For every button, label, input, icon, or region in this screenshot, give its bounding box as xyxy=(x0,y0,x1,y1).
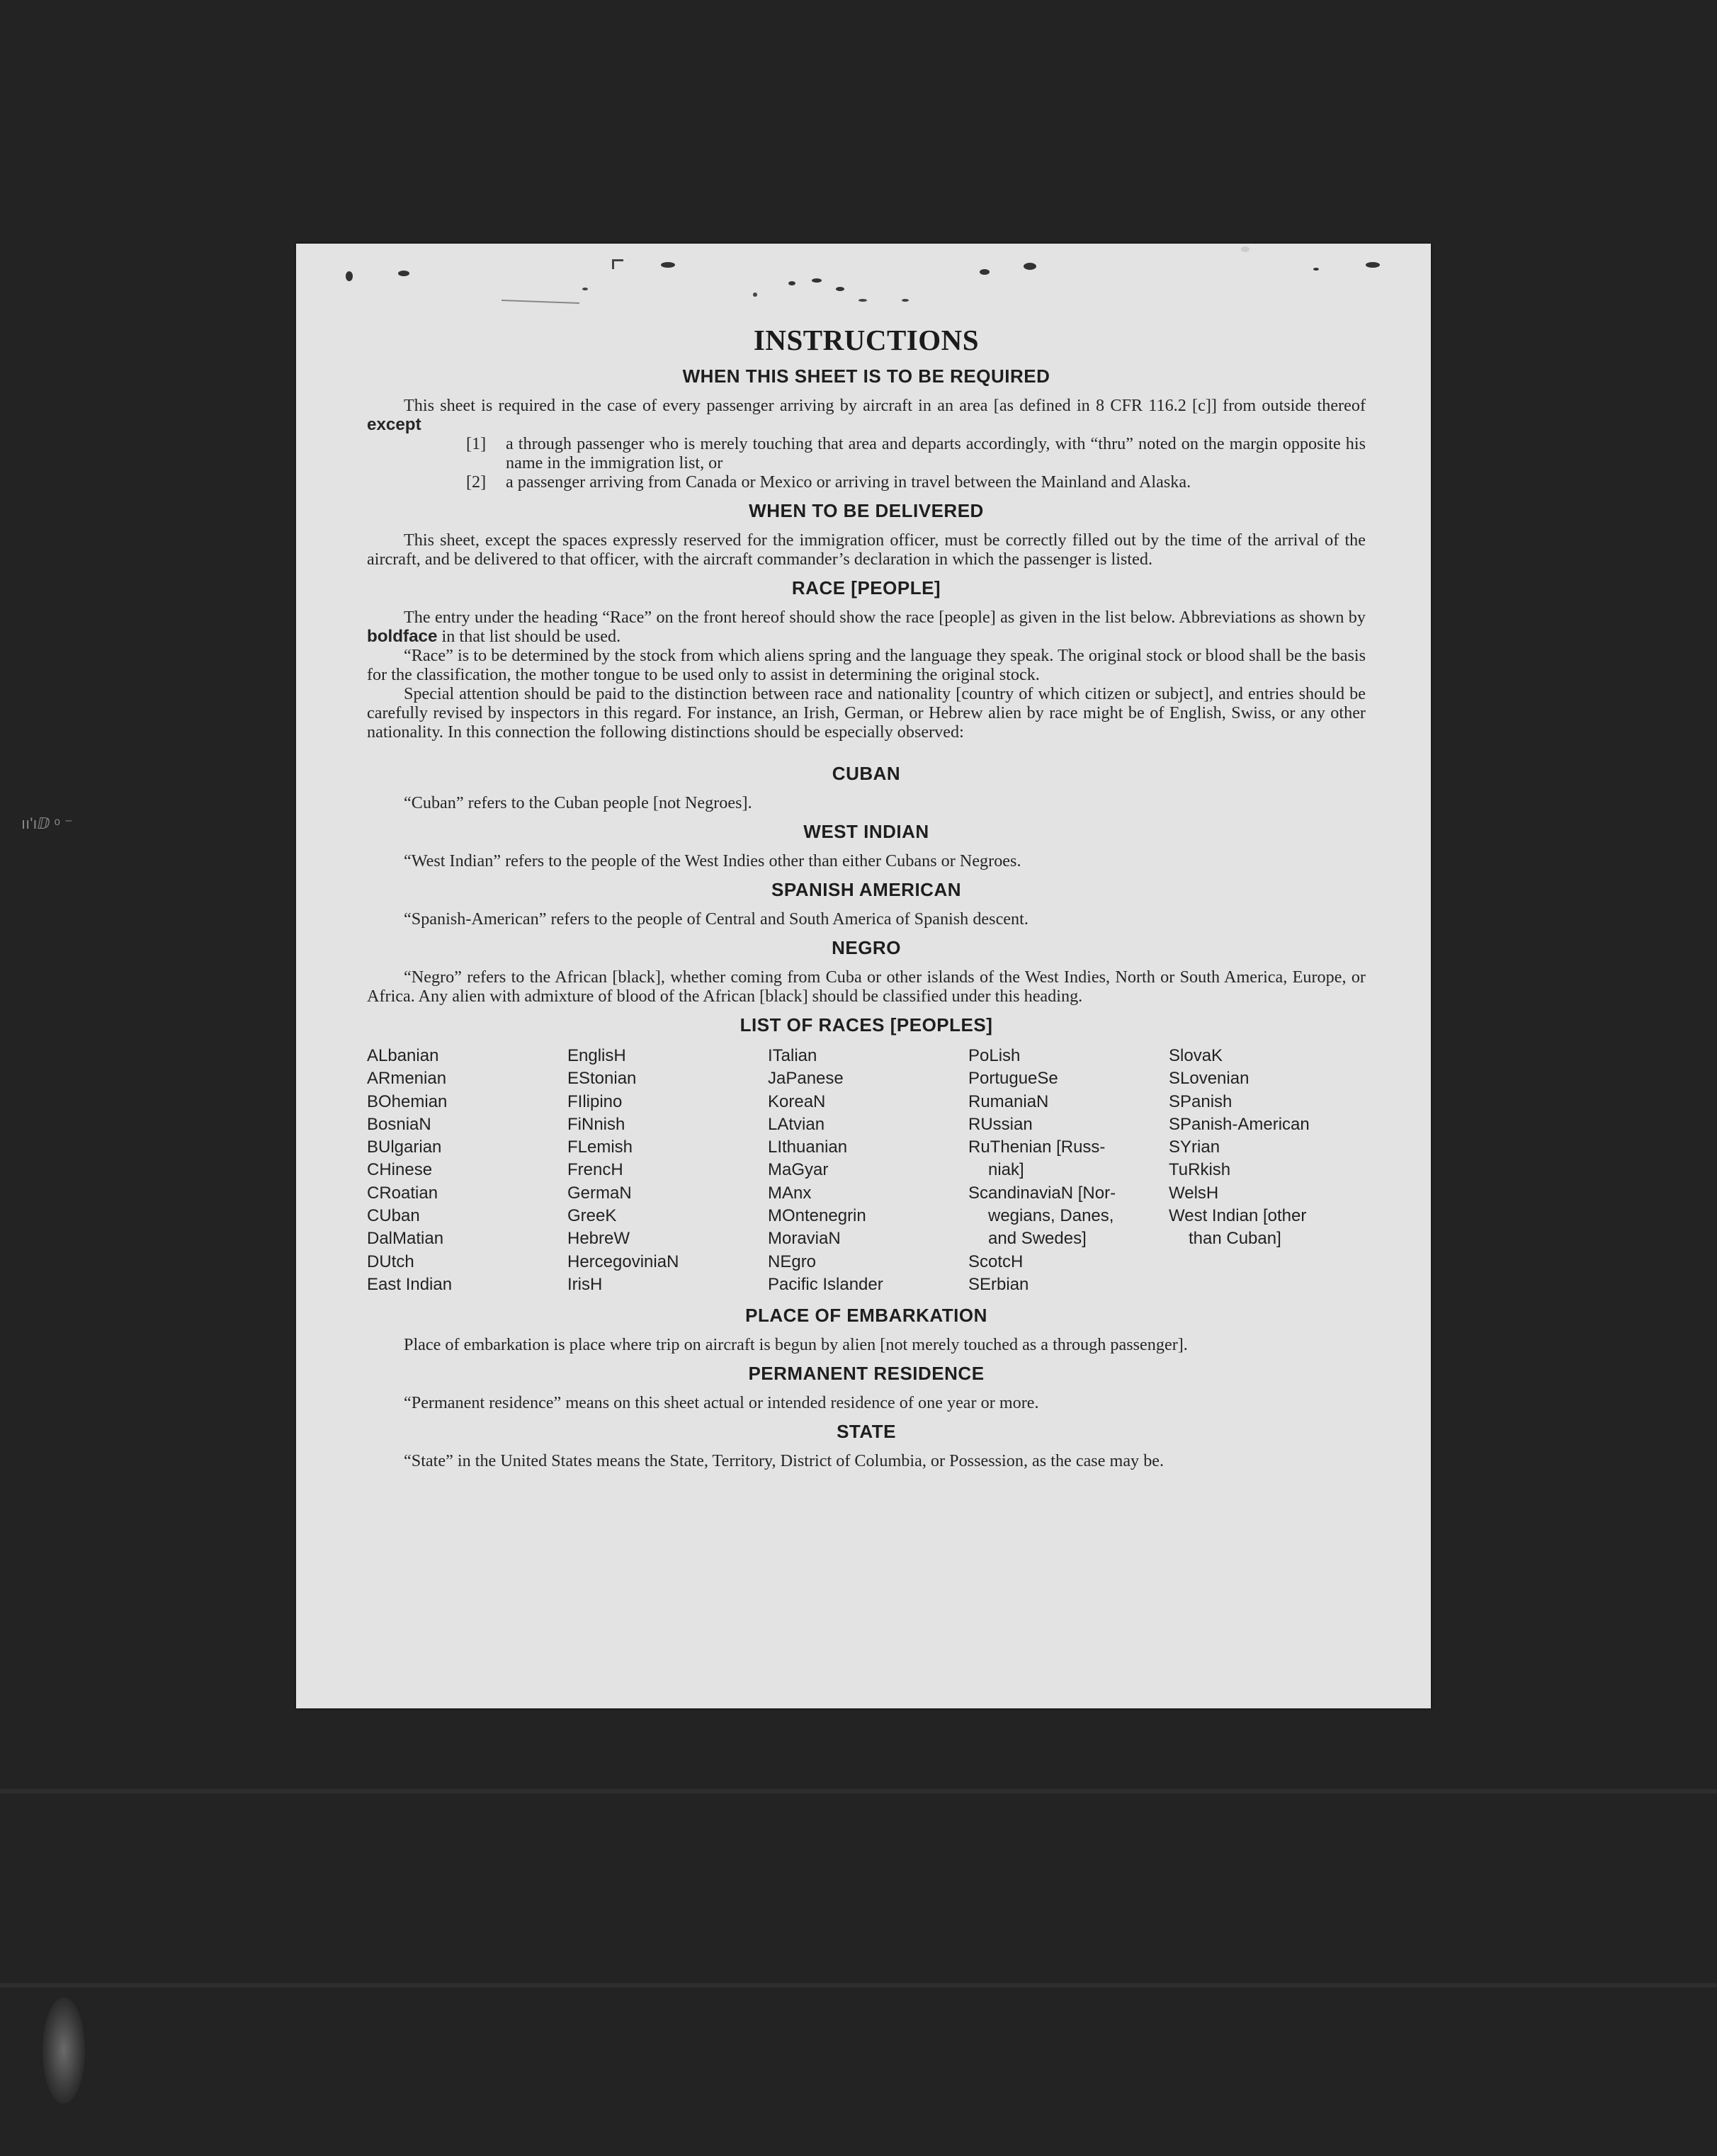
heading-when-delivered: WHEN TO BE DELIVERED xyxy=(749,500,984,521)
paragraph-race-2: “Race” is to be determined by the stock from which aliens spring and the language they speak. The original stock or blood shall be the basis for the classification, the mother tongue to be used only to assist in determining the original stock. xyxy=(367,646,1366,684)
race-entry: BUlgarian xyxy=(367,1137,442,1157)
heading-spanish-american: SPANISH AMERICAN xyxy=(771,879,961,900)
race-entry: DUtch xyxy=(367,1252,414,1271)
race-entry: WelsH xyxy=(1169,1183,1219,1203)
race-entry: ITalian xyxy=(768,1046,817,1065)
race-entry: SErbian xyxy=(968,1274,1029,1294)
text-except: except xyxy=(367,415,421,434)
races-column xyxy=(567,1045,768,1296)
race-entry: wegians, Danes, xyxy=(988,1206,1114,1226)
paragraph-spanish-american: “Spanish-American” refers to the people of Central and South America of Spanish descent. xyxy=(404,909,1028,929)
paragraph-cuban: “Cuban” refers to the Cuban people [not Negroes]. xyxy=(404,793,752,812)
edge-mark: ıı'ıⅅ ᵒ ⁻ xyxy=(21,815,73,832)
paragraph-when-required xyxy=(367,396,1366,434)
paragraph-when-delivered: This sheet, except the spaces expressly reserved for the immigration officer, must be correctly filled out by the time of the arrival of the aircraft, and be delivered to that officer, with the aircraft commander’s declaration in which the passenger is listed. xyxy=(367,531,1366,569)
races-column xyxy=(1169,1045,1369,1296)
heading-negro: NEGRO xyxy=(832,937,901,958)
race-entry: HebreW xyxy=(567,1229,630,1249)
text-race-1b: in that list should be used. xyxy=(441,627,621,646)
heading-west-indian: WEST INDIAN xyxy=(803,821,929,842)
race-entry: SLovenian xyxy=(1169,1069,1250,1089)
race-entry: BOhemian xyxy=(367,1091,448,1111)
heading-list-of-races: LIST OF RACES [PEOPLES] xyxy=(740,1014,993,1036)
race-entry: SPanish xyxy=(1169,1091,1232,1111)
races-list xyxy=(367,1045,1366,1296)
race-entry: RuThenian [Russ- xyxy=(968,1137,1106,1157)
race-entry: CRoatian xyxy=(367,1183,438,1203)
race-entry: IrisH xyxy=(567,1274,603,1294)
race-entry: West Indian [other xyxy=(1169,1206,1307,1226)
item-number: [1] xyxy=(466,434,487,453)
heading-embarkation: PLACE OF EMBARKATION xyxy=(745,1305,987,1327)
race-entry: NEgro xyxy=(768,1252,817,1271)
race-entry: GermaN xyxy=(567,1183,632,1203)
race-entry: East Indian xyxy=(367,1274,453,1294)
race-entry: ALbanian xyxy=(367,1046,439,1065)
text-race-1a: The entry under the heading “Race” on the front hereof should show the race [people] as given in the list below. Abbreviations as shown by xyxy=(404,608,1366,627)
races-column xyxy=(768,1045,968,1296)
item-text: a through passenger who is merely touching that area and departs accordingly, with “thru” noted on the margin opposite his name in the immigration list, or xyxy=(506,434,1366,472)
race-entry: ScotcH xyxy=(968,1252,1024,1271)
race-entry: JaPanese xyxy=(768,1069,844,1089)
paragraph-embarkation: Place of embarkation is place where trip on aircraft is begun by alien [not merely touched as a through passenger]. xyxy=(404,1335,1188,1355)
film-band xyxy=(0,1983,1717,1987)
race-entry: MAnx xyxy=(768,1183,812,1203)
race-entry: FLemish xyxy=(567,1137,633,1157)
heading-state: STATE xyxy=(837,1421,896,1443)
race-entry: EnglisH xyxy=(567,1046,626,1065)
race-entry: FIlipino xyxy=(567,1091,623,1111)
race-entry: GreeK xyxy=(567,1206,617,1226)
film-glare xyxy=(42,1997,85,2104)
race-entry: niak] xyxy=(988,1160,1024,1180)
race-entry: KoreaN xyxy=(768,1091,826,1111)
race-entry: MaGyar xyxy=(768,1160,829,1180)
text-when-required-intro: This sheet is required in the case of every passenger arriving by aircraft in an area [as defined in 8 CFR 116.2 [c]] from outside thereof xyxy=(404,396,1366,415)
race-entry: MOntenegrin xyxy=(768,1206,866,1226)
race-entry: RumaniaN xyxy=(968,1091,1049,1111)
race-entry: Pacific Islander xyxy=(768,1274,883,1294)
list-item xyxy=(367,472,1366,492)
race-entry: FrencH xyxy=(567,1160,623,1180)
race-entry: PoLish xyxy=(968,1046,1021,1065)
race-entry: LAtvian xyxy=(768,1114,825,1134)
race-entry: TuRkish xyxy=(1169,1160,1231,1180)
race-entry: PortugueSe xyxy=(968,1069,1058,1089)
race-entry: DalMatian xyxy=(367,1229,444,1249)
race-entry: LIthuanian xyxy=(768,1137,848,1157)
list-item xyxy=(367,434,1366,472)
item-text: a passenger arriving from Canada or Mexico or arriving in travel between the Mainland and Alaska. xyxy=(506,472,1191,492)
race-entry: ARmenian xyxy=(367,1069,447,1089)
heading-race: RACE [PEOPLE] xyxy=(791,577,941,598)
race-entry: BosniaN xyxy=(367,1114,431,1134)
paragraph-negro: “Negro” refers to the African [black], whether coming from Cuba or other islands of the West Indies, North or South America, Europe, or Africa. Any alien with admixture of blood of the African [black] should be classified under this heading. xyxy=(367,968,1366,1006)
heading-cuban: CUBAN xyxy=(832,763,901,784)
race-entry: ScandinaviaN [Nor- xyxy=(968,1183,1116,1203)
paper-specks xyxy=(296,244,1431,322)
race-entry: FiNnish xyxy=(567,1114,625,1134)
paragraph-race-1 xyxy=(367,608,1366,646)
document-title: INSTRUCTIONS xyxy=(753,324,980,356)
race-entry: HercegoviniaN xyxy=(567,1252,679,1271)
film-band xyxy=(0,1789,1717,1793)
race-entry: RUssian xyxy=(968,1114,1033,1134)
race-entry: and Swedes] xyxy=(988,1229,1087,1249)
race-entry: MoraviaN xyxy=(768,1229,841,1249)
paragraph-west-indian: “West Indian” refers to the people of the West Indies other than either Cubans or Negroes. xyxy=(404,851,1021,870)
paragraph-state: “State” in the United States means the State, Territory, District of Columbia, or Possession, as the case may be. xyxy=(404,1451,1164,1471)
races-column xyxy=(367,1045,567,1296)
race-entry: CUban xyxy=(367,1206,420,1226)
paragraph-race-3: Special attention should be paid to the distinction between race and nationality [country of which citizen or subject], and entries should be carefully revised by inspectors in this regard. For instance, an Irish, German, or Hebrew alien by race might be of English, Swiss, or any other nationality. In this connection the following distinctions should be especially observed: xyxy=(367,684,1366,742)
race-entry: SPanish-American xyxy=(1169,1114,1310,1134)
race-entry: EStonian xyxy=(567,1069,637,1089)
item-number: [2] xyxy=(466,472,487,492)
heading-residence: PERMANENT RESIDENCE xyxy=(748,1363,985,1385)
race-entry: CHinese xyxy=(367,1160,433,1180)
races-column xyxy=(968,1045,1169,1296)
race-entry: SlovaK xyxy=(1169,1046,1223,1065)
document-page xyxy=(296,244,1431,1708)
race-entry: than Cuban] xyxy=(1189,1229,1281,1249)
heading-when-required: WHEN THIS SHEET IS TO BE REQUIRED xyxy=(682,365,1050,387)
text-boldface: boldface xyxy=(367,627,438,646)
race-entry: SYrian xyxy=(1169,1137,1220,1157)
paragraph-residence: “Permanent residence” means on this sheet actual or intended residence of one year or more. xyxy=(404,1393,1039,1413)
